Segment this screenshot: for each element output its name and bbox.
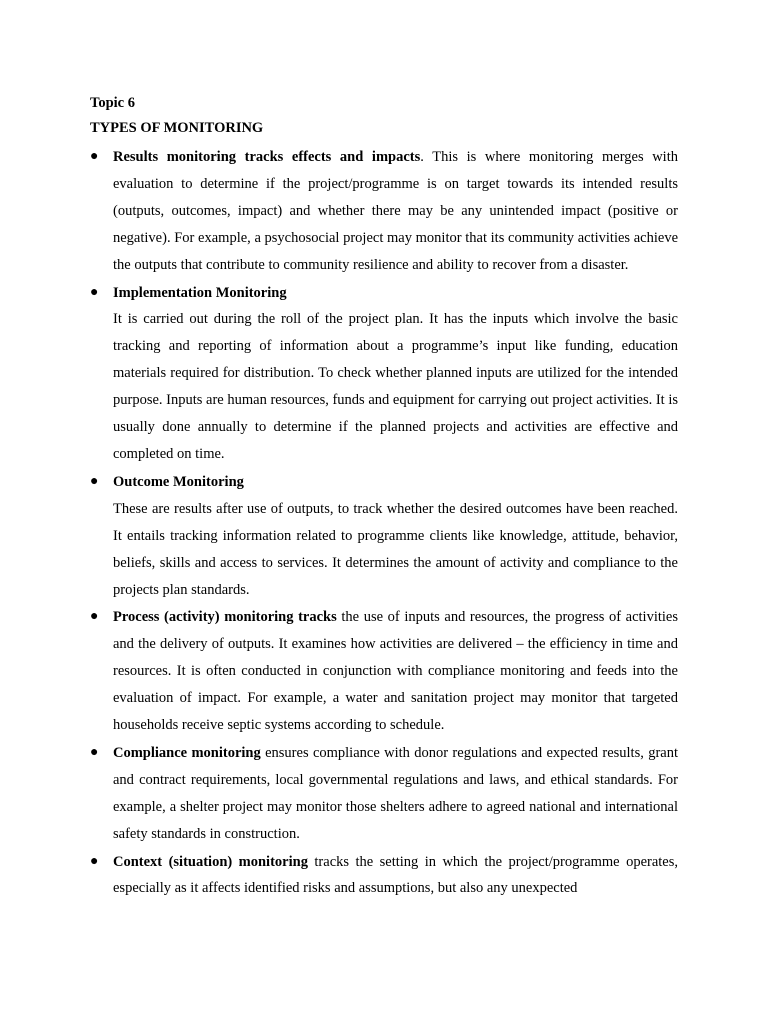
bullet-icon: ● [90,853,99,869]
list-item-implementation-monitoring [90,280,678,468]
list-item-results-monitoring [90,144,678,279]
item-paragraph [113,849,678,903]
bullet-icon: ● [90,744,99,760]
item-text: . This is where monitoring merges with evaluation to determine if the project/programme is on target towards its intended results (outputs, outcomes, impact) and whether there may be any unintended impact (positive or negative). For example, a psychosocial project may monitor that its community activities achieve the outputs that contribute to community resilience and ability to recover from a disaster. [113,149,678,273]
item-paragraph [113,740,678,848]
list-item-outcome-monitoring [90,469,678,604]
item-title: Outcome Monitoring [113,473,244,490]
bullet-icon: ● [90,149,99,164]
list-item-process-monitoring [90,604,678,739]
item-title: Compliance monitoring [113,744,261,761]
list-item-context-monitoring [90,849,678,903]
list-item-compliance-monitoring [90,740,678,848]
item-paragraph [113,604,678,739]
item-text: ensures compliance with donor regulations and expected results, grant and contract requirements, local governmental regulations and laws, and ethical standards. For example, a shelter project may monitor those shelters adhere to agreed national and international safety standards in construction. [113,744,678,842]
item-title: Implementation Monitoring [113,284,287,301]
item-title: Results monitoring tracks effects and impacts [113,149,421,165]
bullet-icon: ● [90,284,99,300]
section-heading: TYPES OF MONITORING [90,120,264,136]
item-paragraph [113,144,678,279]
bullet-icon: ● [90,473,99,489]
document-page [90,90,678,903]
item-text: the use of inputs and resources, the progress of activities and the delivery of outputs. It examines how activities are delivered – the efficiency in time and resources. It is often conducted in conjunction with compliance monitoring and feeds into the evaluation of impact. For example, a water and sanitation project may monitor that targeted households receive septic systems according to schedule. [113,609,678,734]
item-text: These are results after use of outputs, to track whether the desired outcomes have been reached. It entails tracking information related to programme clients like knowledge, attitude, behavior, beliefs, skills and access to services. It determines the amount of activity and compliance to the projects plan standards. [113,500,678,598]
topic-label: Topic 6 [90,95,135,111]
monitoring-types-list [90,144,678,902]
item-text: tracks the setting in which the project/programme operates, especially as it affects identified risks and assumptions, but also any unexpected [113,853,678,897]
item-text: It is carried out during the roll of the project plan. It has the inputs which involve the basic tracking and reporting of information about a programme’s input like funding, education materials required for distribution. To check whether planned inputs are utilized for the intended purpose. Inputs are human resources, funds and equipment for carrying out project activities. It is usually done annually to determine if the planned projects and activities are effective and completed on time. [113,311,678,462]
bullet-icon: ● [90,609,99,625]
item-title: Process (activity) monitoring tracks [113,609,337,626]
item-title: Context (situation) monitoring [113,853,308,870]
